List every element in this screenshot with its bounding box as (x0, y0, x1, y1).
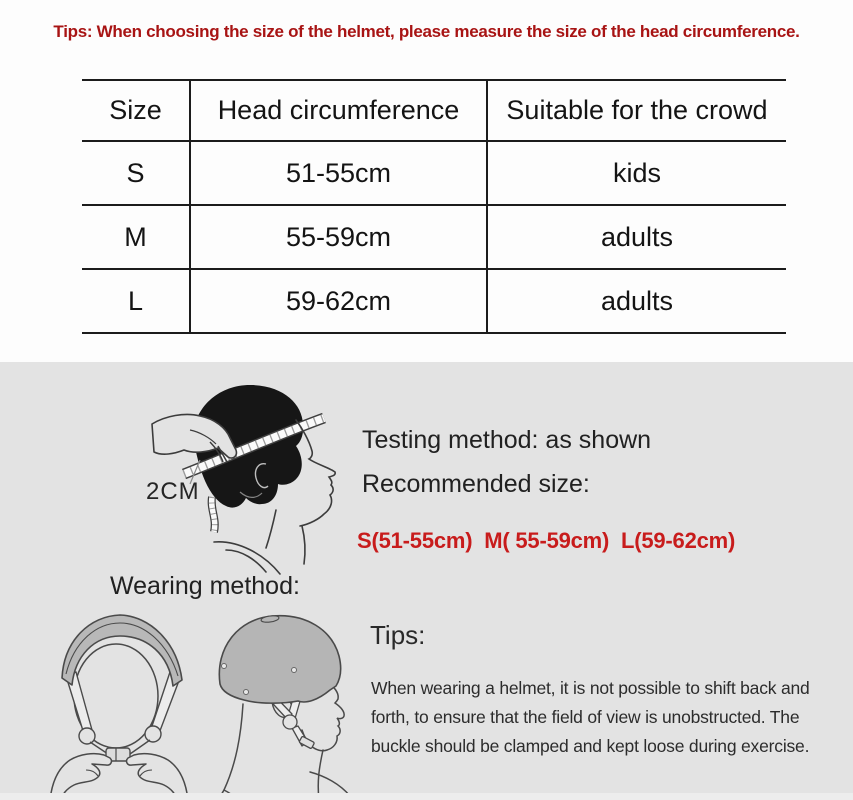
size-chart-table (82, 79, 786, 334)
table-header-row (82, 80, 786, 141)
helmet-front-buckling-icon (42, 606, 197, 800)
testing-method-text: Testing method: as shown (362, 426, 652, 454)
helmet-shell (219, 615, 340, 703)
table-row-l (82, 269, 786, 333)
neck-lines (215, 704, 350, 800)
cell-size: L (127, 285, 144, 316)
cell-crowd: adults (487, 205, 786, 269)
tips-heading: Tips: (370, 620, 426, 650)
head-measuring-tape-icon (90, 372, 360, 577)
instruction-panel (0, 362, 853, 800)
helmet-side-view-icon (210, 606, 360, 800)
header-crowd: Suitable for the crowd (487, 80, 786, 141)
cell-crowd: kids (487, 141, 786, 205)
table-row-s (82, 141, 786, 205)
tips-line: When wearing a helmet, it is not possible to shift back and (371, 678, 810, 698)
recommended-size-label: Recommended size: (362, 470, 590, 498)
tips-paragraph (371, 674, 831, 761)
tips-line: forth, to ensure that the field of view is unobstructed. The (371, 707, 800, 727)
header-circumference: Head circumference (190, 80, 487, 141)
wearing-method-heading: Wearing method: (110, 572, 300, 600)
table-row-m (82, 205, 786, 269)
tape-offset-label: 2CM (146, 478, 200, 505)
bottom-edge-strip (0, 793, 853, 800)
header-size: Size (109, 95, 162, 125)
cell-size: M (124, 221, 147, 252)
top-tip-text: Tips: When choosing the size of the helmet, please measure the size of the head circumference. (53, 22, 800, 41)
cell-circumference: 59-62cm (190, 269, 487, 333)
recommended-sizes-values: S(51-55cm) M( 55-59cm) L(59-62cm) (357, 528, 736, 553)
cell-circumference: 55-59cm (190, 205, 487, 269)
cell-crowd: adults (487, 269, 786, 333)
cell-circumference: 51-55cm (190, 141, 487, 205)
tips-line: buckle should be clamped and kept loose during exercise. (371, 736, 810, 756)
cell-size: S (126, 157, 145, 188)
